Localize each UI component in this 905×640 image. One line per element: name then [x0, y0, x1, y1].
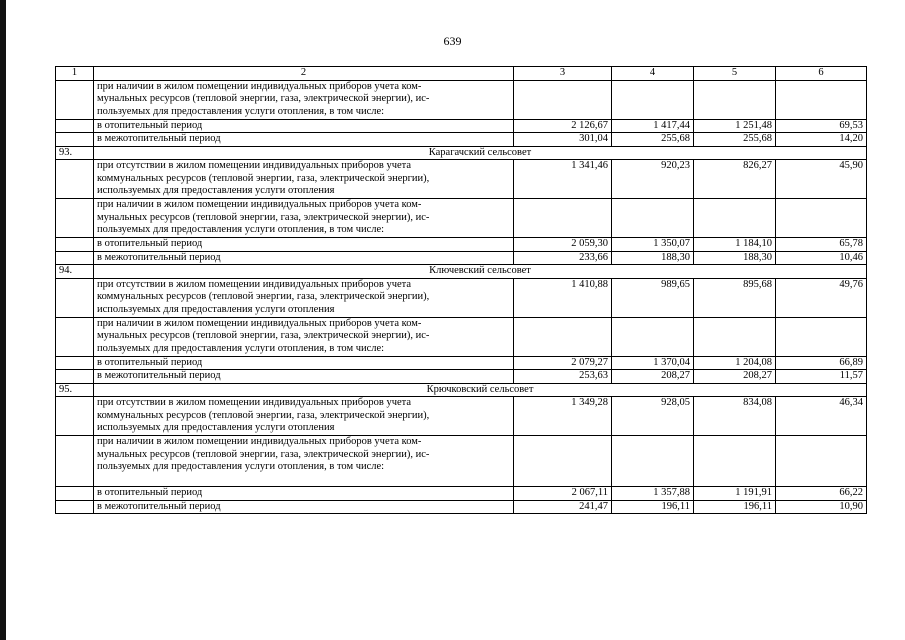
row-number	[56, 199, 94, 238]
table-row	[56, 487, 867, 501]
table-row	[56, 133, 867, 147]
section-title: Крючковский сельсовет	[94, 383, 867, 397]
value-c3: 2 067,11	[514, 487, 612, 501]
section-row	[56, 383, 867, 397]
value-c5	[694, 317, 776, 356]
value-c3	[514, 317, 612, 356]
value-c5	[694, 80, 776, 119]
table-row	[56, 500, 867, 514]
value-c6: 10,46	[776, 251, 867, 265]
description-line: при наличии в жилом помещении индивидуальных приборов учета ком-	[97, 199, 422, 210]
value-c6	[776, 199, 867, 238]
row-number	[56, 80, 94, 119]
page-number: 639	[443, 34, 462, 48]
row-number	[56, 238, 94, 252]
row-number	[56, 317, 94, 356]
row-description	[94, 80, 514, 119]
row-description: в межотопительный период	[94, 251, 514, 265]
row-number	[56, 436, 94, 487]
section-row	[56, 146, 867, 160]
column-header: 4	[612, 67, 694, 81]
value-c3: 1 349,28	[514, 397, 612, 436]
section-title: Ключевский сельсовет	[94, 265, 867, 279]
value-c3	[514, 436, 612, 487]
value-c3: 2 059,30	[514, 238, 612, 252]
value-c4: 1 370,04	[612, 356, 694, 370]
value-c5: 1 204,08	[694, 356, 776, 370]
value-c4	[612, 317, 694, 356]
column-header: 3	[514, 67, 612, 81]
value-c4	[612, 199, 694, 238]
table-row	[56, 397, 867, 436]
description-line: используемых для предоставления услуги отопления	[97, 303, 335, 315]
description-line: пользуемых для предоставления услуги отопления, в том числе:	[97, 224, 385, 235]
value-c5	[694, 199, 776, 238]
row-number: 94.	[56, 265, 94, 279]
section-title: Карагачский сельсовет	[94, 146, 867, 160]
value-c3	[514, 80, 612, 119]
value-c4: 1 350,07	[612, 238, 694, 252]
table-row	[56, 119, 867, 133]
description-line: при наличии в жилом помещении индивидуальных приборов учета ком-	[97, 80, 422, 92]
row-number	[56, 397, 94, 436]
table-row	[56, 317, 867, 356]
row-number	[56, 370, 94, 384]
value-c6: 14,20	[776, 133, 867, 147]
value-c6: 10,90	[776, 500, 867, 514]
table-row	[56, 199, 867, 238]
value-c6: 45,90	[776, 160, 867, 199]
description-line: при отсутствии в жилом помещении индивидуальных приборов учета	[97, 278, 412, 290]
column-header: 2	[94, 67, 514, 81]
table-row	[56, 238, 867, 252]
value-c6: 66,89	[776, 356, 867, 370]
value-c6: 49,76	[776, 278, 867, 317]
value-c6	[776, 317, 867, 356]
row-description	[94, 278, 514, 317]
value-c5	[694, 436, 776, 487]
value-c6: 69,53	[776, 119, 867, 133]
row-number	[56, 500, 94, 514]
description-line: мунальных ресурсов (тепловой энергии, газа, электрической энергии), ис-	[97, 448, 430, 460]
value-c4: 1 357,88	[612, 487, 694, 501]
value-c3: 1 341,46	[514, 160, 612, 199]
value-c5: 826,27	[694, 160, 776, 199]
row-description	[94, 436, 514, 487]
value-c5: 188,30	[694, 251, 776, 265]
value-c4: 989,65	[612, 278, 694, 317]
description-line: используемых для предоставления услуги отопления	[97, 185, 335, 196]
column-header: 6	[776, 67, 867, 81]
row-description: в отопительный период	[94, 487, 514, 501]
description-line: при наличии в жилом помещении индивидуальных приборов учета ком-	[97, 317, 422, 329]
row-description: в отопительный период	[94, 356, 514, 370]
value-c6: 65,78	[776, 238, 867, 252]
row-description: в межотопительный период	[94, 133, 514, 147]
value-c3: 2 126,67	[514, 119, 612, 133]
description-line: коммунальных ресурсов (тепловой энергии, газа, электрической энергии),	[97, 291, 430, 302]
value-c3: 233,66	[514, 251, 612, 265]
value-c3: 241,47	[514, 500, 612, 514]
table-row	[56, 370, 867, 384]
row-number	[56, 251, 94, 265]
value-c5: 255,68	[694, 133, 776, 147]
row-number: 95.	[56, 383, 94, 397]
row-number: 93.	[56, 146, 94, 160]
row-number	[56, 119, 94, 133]
value-c5: 1 191,91	[694, 487, 776, 501]
value-c4: 255,68	[612, 133, 694, 147]
section-row	[56, 265, 867, 279]
row-number	[56, 160, 94, 199]
column-header: 5	[694, 67, 776, 81]
table-row	[56, 278, 867, 317]
value-c5: 1 184,10	[694, 238, 776, 252]
value-c4: 208,27	[612, 370, 694, 384]
value-c4: 1 417,44	[612, 119, 694, 133]
tariff-table	[55, 66, 867, 514]
value-c5: 196,11	[694, 500, 776, 514]
table-row	[56, 160, 867, 199]
row-description	[94, 317, 514, 356]
row-description: в отопительный период	[94, 238, 514, 252]
description-line: мунальных ресурсов (тепловой энергии, газа, электрической энергии), ис-	[97, 211, 430, 223]
description-line: мунальных ресурсов (тепловой энергии, газа, электрической энергии), ис-	[97, 330, 430, 341]
description-line: мунальных ресурсов (тепловой энергии, газа, электрической энергии), ис-	[97, 93, 430, 104]
row-description	[94, 397, 514, 436]
value-c4: 188,30	[612, 251, 694, 265]
column-header: 1	[56, 67, 94, 81]
value-c4: 920,23	[612, 160, 694, 199]
value-c6: 66,22	[776, 487, 867, 501]
description-line: используемых для предоставления услуги отопления	[97, 422, 335, 433]
value-c3	[514, 199, 612, 238]
row-number	[56, 487, 94, 501]
row-number	[56, 133, 94, 147]
value-c3: 301,04	[514, 133, 612, 147]
description-line: при наличии в жилом помещении индивидуальных приборов учета ком-	[97, 436, 422, 447]
value-c3: 1 410,88	[514, 278, 612, 317]
description-line: пользуемых для предоставления услуги отопления, в том числе:	[97, 342, 385, 354]
row-description: в межотопительный период	[94, 370, 514, 384]
description-line: при отсутствии в жилом помещении индивидуальных приборов учета	[97, 160, 412, 171]
column-number-row	[56, 67, 867, 81]
row-number	[56, 356, 94, 370]
value-c6: 46,34	[776, 397, 867, 436]
value-c6	[776, 436, 867, 487]
description-line: при отсутствии в жилом помещении индивидуальных приборов учета	[97, 397, 412, 408]
value-c5: 1 251,48	[694, 119, 776, 133]
row-description: в отопительный период	[94, 119, 514, 133]
value-c4: 928,05	[612, 397, 694, 436]
row-description	[94, 199, 514, 238]
value-c6: 11,57	[776, 370, 867, 384]
row-description: в межотопительный период	[94, 500, 514, 514]
table-row	[56, 356, 867, 370]
table-row	[56, 80, 867, 119]
value-c3: 2 079,27	[514, 356, 612, 370]
description-line: пользуемых для предоставления услуги отопления, в том числе:	[97, 105, 385, 117]
table-row	[56, 436, 867, 487]
value-c3: 253,63	[514, 370, 612, 384]
value-c4	[612, 436, 694, 487]
value-c6	[776, 80, 867, 119]
value-c4	[612, 80, 694, 119]
scan-edge-bar	[0, 0, 6, 640]
value-c5: 208,27	[694, 370, 776, 384]
value-c5: 834,08	[694, 397, 776, 436]
description-line: коммунальных ресурсов (тепловой энергии, газа, электрической энергии),	[97, 172, 430, 184]
value-c4: 196,11	[612, 500, 694, 514]
row-description	[94, 160, 514, 199]
description-line: коммунальных ресурсов (тепловой энергии, газа, электрической энергии),	[97, 409, 430, 421]
table-row	[56, 251, 867, 265]
row-number	[56, 278, 94, 317]
description-line: пользуемых для предоставления услуги отопления, в том числе:	[97, 461, 385, 472]
value-c5: 895,68	[694, 278, 776, 317]
